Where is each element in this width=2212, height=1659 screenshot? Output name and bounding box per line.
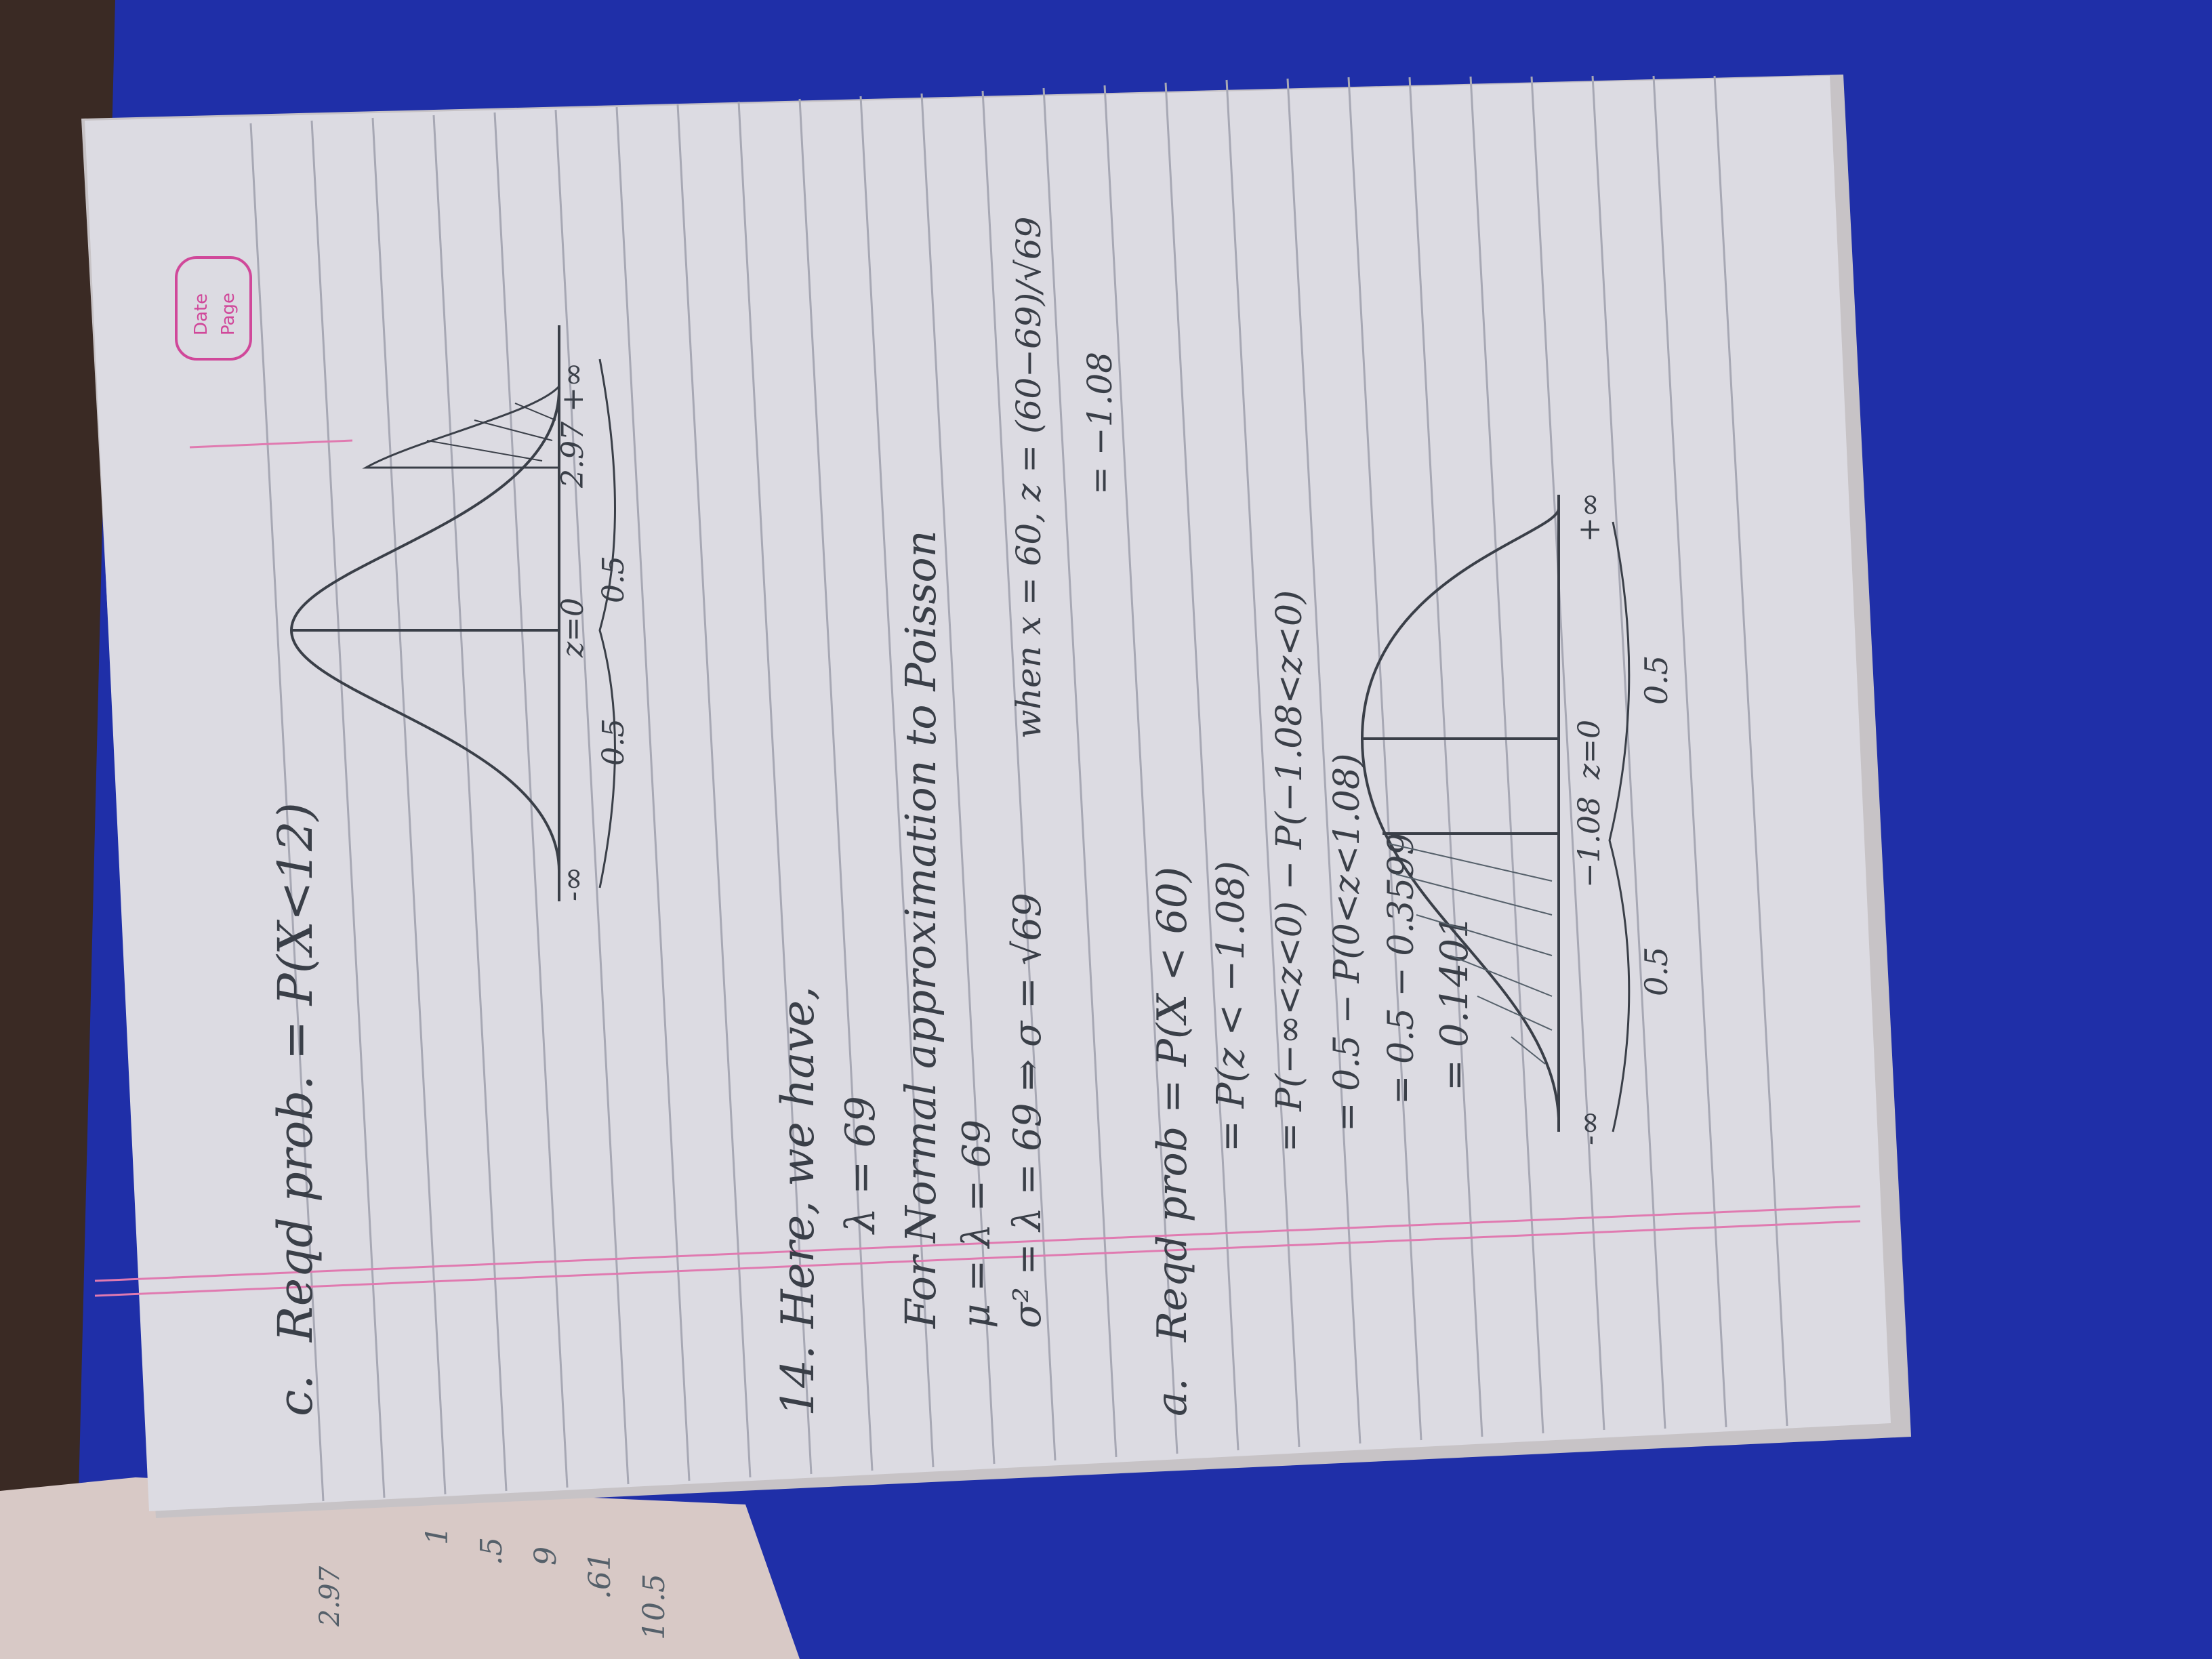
problem-14-number: 14. (772, 1345, 824, 1416)
part-a-result: = 0.1401 (1433, 914, 1477, 1091)
part-a-step-4: = 0.5 − P(0<z<1.08) (1327, 753, 1368, 1132)
problem-14-lambda: λ = 69 (837, 1096, 884, 1233)
c-axis-right: 2.97 +∞ (556, 362, 590, 488)
fragment-1: 10.5 (637, 1574, 672, 1640)
a-axis-mid: −1.08 (1572, 796, 1607, 888)
a-axis-center: z=0 (1572, 719, 1607, 779)
fragment-4: .5 (474, 1537, 509, 1565)
problem-14-z-calc: when x = 60, z = (60−69)/√69 (1009, 216, 1048, 739)
a-area-left: 0.5 (1638, 946, 1675, 996)
part-a-step-3: = P(−∞<z<0) − P(−1.08<z<0) (1269, 590, 1310, 1152)
page-label: Page (218, 293, 239, 335)
problem-14-intro: Here, we have, (772, 986, 824, 1328)
problem-14-sigma: σ² = λ = 69 ⇒ σ = √69 (1006, 893, 1050, 1328)
a-area-right: 0.5 (1638, 655, 1675, 705)
c-area-right: 0.5 (596, 556, 631, 603)
date-label: Date (191, 293, 211, 335)
fragment-2: .61 (583, 1552, 617, 1599)
fragment-3: 9 (529, 1547, 563, 1565)
part-a-step-1: Reqd prob = P(X < 60) (1149, 866, 1196, 1342)
a-axis-left: -∞ (1572, 1110, 1607, 1145)
c-axis-center: z=0 (556, 597, 590, 657)
part-a-step-5: = 0.5 − 0.3599 (1381, 832, 1422, 1105)
fragment-6: 2.97 (314, 1565, 346, 1626)
section-c-label: c. (268, 1374, 323, 1416)
section-c-statement: Reqd prob. = P(X<12) (268, 802, 323, 1342)
problem-14-mu: μ = λ = 69 (955, 1119, 999, 1328)
fragment-5: 1 (420, 1526, 455, 1545)
c-axis-left: -∞ (556, 866, 590, 901)
a-axis-right: +∞ (1572, 492, 1607, 542)
problem-14-z-result: = −1.08 (1080, 351, 1120, 495)
c-area-left: 0.5 (596, 718, 631, 766)
part-a-label: a. (1147, 1378, 1196, 1416)
problem-14-approx-note: For Normal approximation to Poisson (896, 530, 945, 1328)
part-a-step-2: = P(z < −1.08) (1209, 861, 1253, 1152)
